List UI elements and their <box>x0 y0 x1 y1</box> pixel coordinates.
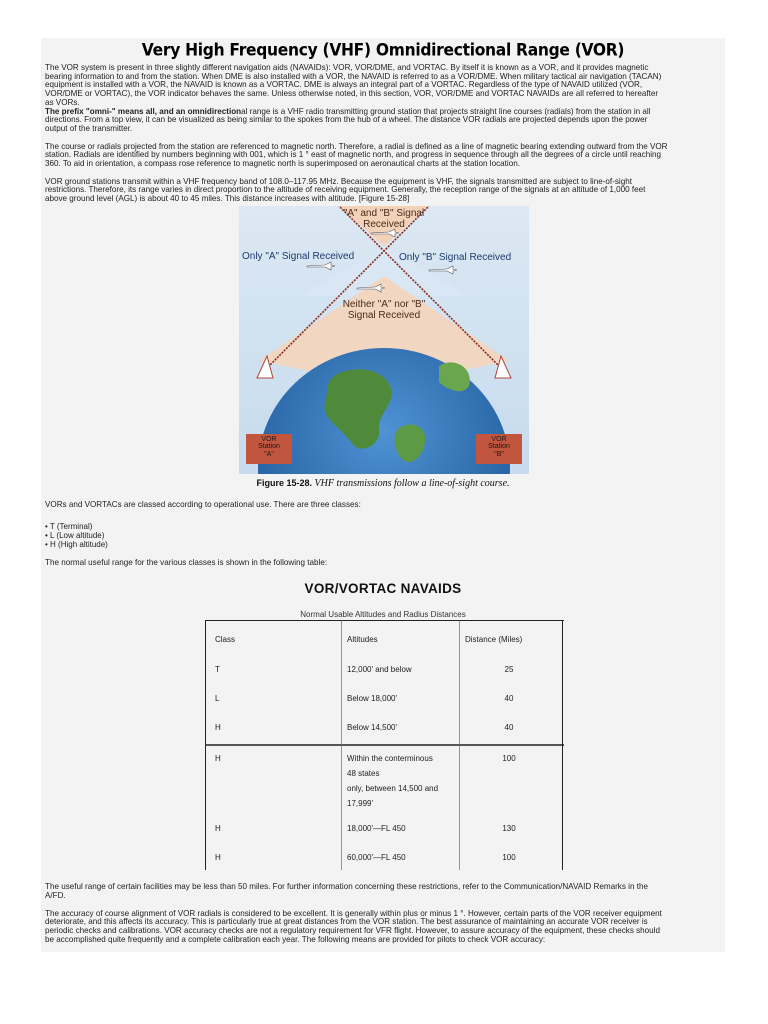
navaid-table <box>205 620 564 873</box>
list-item: • L (Low altitude) <box>45 530 105 540</box>
table-cell-class: T <box>215 665 220 675</box>
table-cell-distance: 130 <box>502 824 516 834</box>
text-line: 360. To aid in orientation, a compass rose reference to magnetic north is superimposed on aeronautical charts at the station location. <box>45 159 520 169</box>
vor-signal-figure <box>239 206 529 474</box>
airplane-icon <box>307 262 335 270</box>
text-line: periodic checks and calibrations. VOR accuracy checks are not a regulatory requirement for VFR flight. However, to assure accuracy of the equipment, these checks should <box>45 926 660 936</box>
column-header-distance: Distance (Miles) <box>465 635 523 645</box>
only-b-label: Only "B" Signal Received <box>399 251 512 263</box>
table-heading: VOR/VORTAC NAVAIDS <box>304 581 462 597</box>
text-line: equipment is installed with a VOR, the NAVAID is known as a VORTAC. DME is always an integral part of a VORTAC. Regardless of the type of NAVAID utilized (VOR, <box>45 80 643 90</box>
paragraph-omni-prefix <box>45 108 721 134</box>
list-item: • H (High altitude) <box>45 539 108 549</box>
bold-fragment: The prefix "omni-" means all, and an omnidirection <box>45 106 242 116</box>
class-list <box>45 522 721 549</box>
table-cell-class: H <box>215 853 221 863</box>
table-cell-altitude: Below 14,500' <box>347 723 398 733</box>
paragraph-vor-system <box>45 64 721 108</box>
document-page <box>41 38 725 952</box>
paragraph-accuracy <box>45 910 721 945</box>
table-cell-altitude: 18,000'—FL 450 <box>347 824 406 834</box>
text-line: output of the transmitter. <box>45 123 133 133</box>
paragraph-radials <box>45 143 721 169</box>
text-fragment: al range is a VHF radio transmitting ground station that projects straight line courses (radials) from the station in all <box>241 106 651 116</box>
column-header-class: Class <box>215 635 236 645</box>
overlap-label: "A" and "B" Signal Received <box>343 207 425 230</box>
text-line: The accuracy of course alignment of VOR radials is considered to be excellent. It is generally within plus or minus 1 °. However, certain parts of the VOR receiver equipment <box>45 908 662 918</box>
text-line: VOR/DME or VORTAC), the VOR indicator behaves the same. Unless otherwise noted, in this section, VOR, VOR/DME and VORTAC NAVAIDs are all referred to hereafter <box>45 89 659 99</box>
neither-label: Neither "A" nor "B" Signal Received <box>342 298 426 321</box>
text-line: be accomplished quite frequently and a complete calibration each year. The following means are provided for pilots to check VOR accuracy: <box>45 934 546 944</box>
paragraph-table-intro: The normal useful range for the various classes is shown in the following table: <box>45 557 328 567</box>
paragraph-vhf-band <box>45 178 721 204</box>
table-cell-class: L <box>215 694 220 704</box>
text-line: restrictions. Therefore, its range varies in direct proportion to the altitude of receiving equipment. Generally, the reception range of the signals at an altitude of 1,000 feet <box>45 185 646 195</box>
paragraph-useful-range <box>45 883 721 900</box>
table-cell-altitude: 60,000'—FL 450 <box>347 853 406 863</box>
station-a-label: VOR Station "A" <box>246 434 292 464</box>
list-item: • T (Terminal) <box>45 521 93 531</box>
text-line: directions. From a top view, it can be visualized as being similar to the spokes from the hub of a wheel. The distance VOR radials are projected depends upon the power <box>45 115 648 125</box>
table-cell-altitude: Within the conterminous 48 states only, between 14,500 and 17,999' <box>347 754 439 809</box>
table-cell-class: H <box>215 824 221 834</box>
station-b-label: VOR Station "B" <box>476 434 522 464</box>
only-a-label: Only "A" Signal Received <box>242 250 355 262</box>
text-line: The course or radials projected from the station are referenced to magnetic north. Therefore, a radial is defined as a line of magnetic bearing extending outward from the VOR <box>45 141 668 151</box>
text-line: VOR ground stations transmit within a VHF frequency band of 108.0–117.95 MHz. Because the equipment is VHF, the signals transmitted are subject to line-of-sight <box>45 176 632 186</box>
table-subheading: Normal Usable Altitudes and Radius Distances <box>300 610 466 620</box>
text-line: as VORs. <box>45 97 80 107</box>
text-line: The VOR system is present in three slightly different navigation aids (NAVAIDs): VOR, VOR/DME, and VORTAC. By itself it is known as a VOR, and it provides magnetic <box>45 63 649 72</box>
table-cell-class: H <box>215 754 221 764</box>
table-cell-distance: 40 <box>504 723 514 733</box>
table-cell-altitude: 12,000' and below <box>347 665 412 675</box>
column-header-altitudes: Altitudes <box>347 635 378 645</box>
text-line: A/FD. <box>45 890 66 900</box>
text-line: bearing information to and from the station. When DME is also installed with a VOR, the NAVAID is referred to as a VOR/DME. When military tactical air navigation (TACAN) <box>45 71 662 81</box>
table-cell-distance: 40 <box>504 694 514 704</box>
table-cell-distance: 25 <box>504 665 514 675</box>
table-cell-class: H <box>215 723 221 733</box>
airplane-icon <box>429 266 457 274</box>
table-cell-distance: 100 <box>502 853 516 863</box>
text-line: deteriorate, and this affects its accuracy. This is particularly true at great distances from the VOR station. The best assurance of maintaining an accurate VOR receiver is <box>45 917 648 927</box>
text-line: station. Radials are identified by numbers beginning with 001, which is 1 ° east of magnetic north, and progress in sequence through all the degrees of a circle until reaching <box>45 150 662 160</box>
table-cell-altitude: Below 18,000' <box>347 694 398 704</box>
text-line: above ground level (AGL) is about 40 to 45 miles. This distance increases with altitude. [Figure 15-28] <box>45 194 410 204</box>
page-title: Very High Frequency (VHF) Omnidirectional Range (VOR) <box>141 40 625 60</box>
text-line: The useful range of certain facilities may be less than 50 miles. For further information concerning these restrictions, refer to the Communication/NAVAID Remarks in the <box>45 882 648 892</box>
paragraph-classes-intro: VORs and VORTACs are classed according to operational use. There are three classes: <box>45 499 361 509</box>
table-cell-distance: 100 <box>502 754 516 764</box>
figure-caption: Figure 15-28. VHF transmissions follow a line-of-sight course. <box>256 477 510 489</box>
